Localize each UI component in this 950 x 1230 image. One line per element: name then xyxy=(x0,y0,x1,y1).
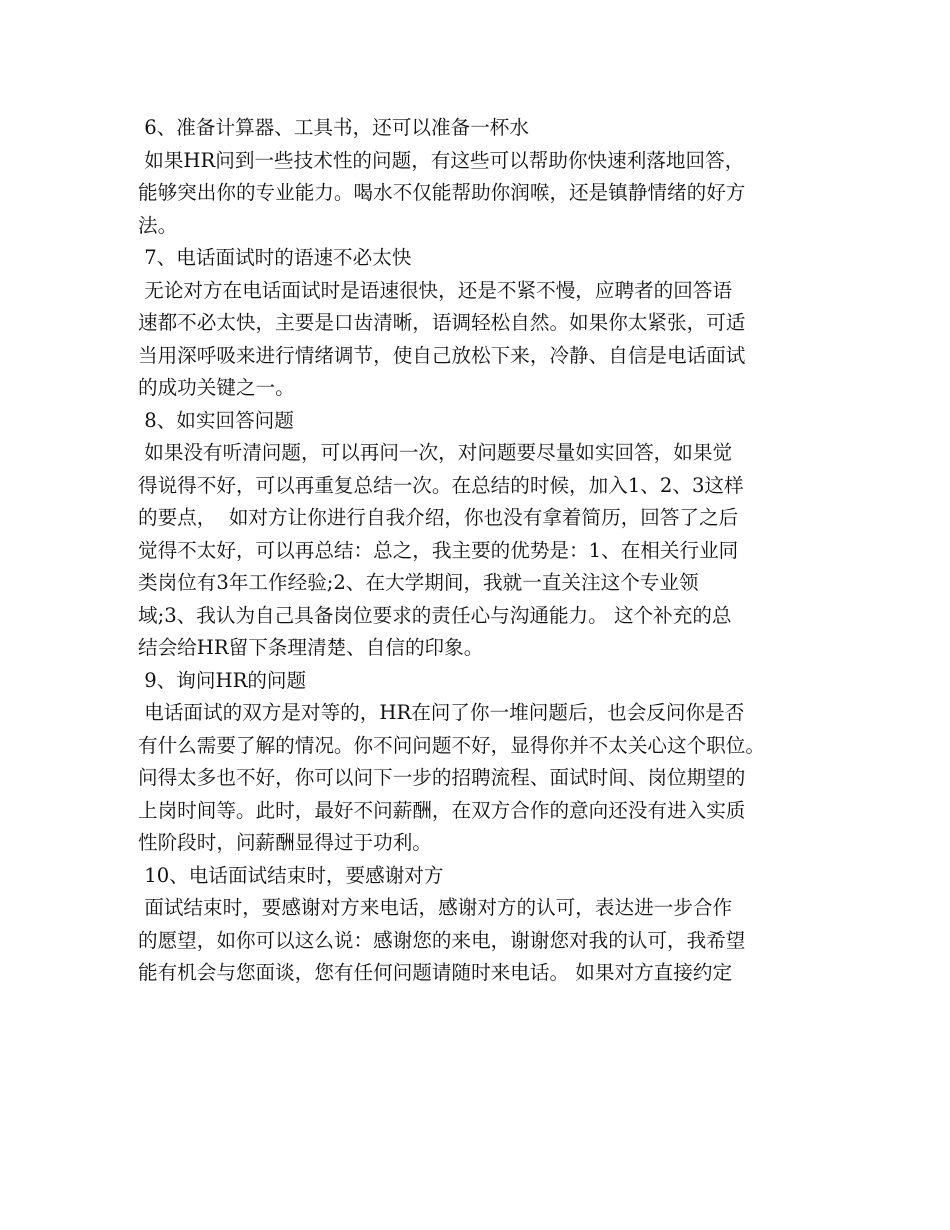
paragraph-line: 得说得不好，可以再重复总结一次。在总结的时候，加入1、2、3这样 xyxy=(138,473,744,497)
paragraph-line: 如果没有听清问题，可以再问一次，对问题要尽量如实回答，如果觉 xyxy=(138,441,733,464)
paragraph-line: 的成功关键之一。 xyxy=(138,376,295,399)
document-page xyxy=(138,112,818,990)
paragraph-line: 当用深呼吸来进行情绪调节，使自己放松下来，冷静、自信是电话面试 xyxy=(138,343,746,367)
paragraph-line: 有什么需要了解的情况。你不问问题不好，显得你并不太关心这个职位。 xyxy=(138,733,765,757)
heading-10: 10、电话面试结束时，要感谢对方 xyxy=(138,863,444,887)
heading-8: 8、如实回答问题 xyxy=(138,408,294,432)
paragraph-line: 能有机会与您面谈，您有任何问题请随时来电话。 如果对方直接约定 xyxy=(138,961,733,984)
paragraph-line: 问得太多也不好，你可以问下一步的招聘流程、面试时间、岗位期望的 xyxy=(138,766,746,789)
paragraph-line: 类岗位有3年工作经验;2、在大学期间，我就一直关注这个专业领 xyxy=(138,571,699,594)
paragraph-line: 如果HR问到一些技术性的问题，有这些可以帮助你快速利落地回答， xyxy=(138,148,745,172)
paragraph-line: 能够突出你的专业能力。喝水不仅能帮助你润喉，还是镇静情绪的好方 xyxy=(138,181,746,204)
paragraph-line: 无论对方在电话面试时是语速很快，还是不紧不慢，应聘者的回答语 xyxy=(138,278,733,302)
paragraph-line: 速都不必太快，主要是口齿清晰，语调轻松自然。如果你太紧张，可适 xyxy=(138,311,746,334)
paragraph-line: 的愿望，如你可以这么说：感谢您的来电，谢谢您对我的认可，我希望 xyxy=(138,928,746,952)
paragraph-line: 法。 xyxy=(138,213,178,237)
paragraph-line: 电话面试的双方是对等的，HR在问了你一堆问题后，也会反问你是否 xyxy=(138,701,745,724)
paragraph-line: 域;3、我认为自己具备岗位要求的责任心与沟通能力。 这个补充的总 xyxy=(138,603,732,627)
heading-7: 7、电话面试时的语速不必太快 xyxy=(138,246,412,269)
paragraph-line: 面试结束时，要感谢对方来电话，感谢对方的认可，表达进一步合作 xyxy=(138,896,733,919)
paragraph-line: 的要点， 如对方让你进行自我介绍，你也没有拿着简历，回答了之后 xyxy=(138,506,739,529)
heading-6: 6、准备计算器、工具书，还可以准备一杯水 xyxy=(138,116,529,139)
paragraph-line: 性阶段时，问薪酬显得过于功利。 xyxy=(138,831,432,854)
heading-9: 9、询问HR的问题 xyxy=(138,668,307,692)
paragraph-line: 上岗时间等。此时，最好不问薪酬，在双方合作的意向还没有进入实质 xyxy=(138,798,746,822)
paragraph-line: 觉得不太好，可以再总结：总之，我主要的优势是：1、在相关行业同 xyxy=(138,538,739,562)
paragraph-line: 结会给HR留下条理清楚、自信的印象。 xyxy=(138,636,484,659)
